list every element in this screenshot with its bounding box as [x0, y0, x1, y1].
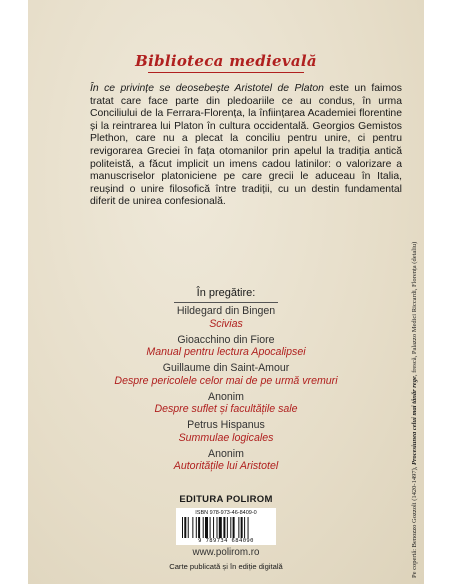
- prep-author: Petrus Hispanus: [187, 419, 265, 431]
- barcode-bar: [244, 517, 245, 538]
- prep-title: Autoritățile lui Aristotel: [173, 460, 279, 472]
- barcode-bar: [210, 517, 211, 538]
- prep-title: Despre suflet și facultățile sale: [154, 403, 298, 415]
- barcode-bar: [182, 517, 183, 538]
- prep-title: Scivias: [209, 317, 243, 330]
- barcode-bar: [203, 517, 204, 538]
- prep-author: Guillaume din Saint-Amour: [162, 362, 290, 374]
- barcode-bar: [233, 517, 235, 538]
- book-description: [90, 83, 402, 209]
- cover-image-credit: [411, 138, 419, 578]
- list-item: [28, 362, 424, 387]
- barcode: [176, 508, 276, 545]
- barcode-bar: [205, 517, 208, 538]
- description-text: este un faimos tratat care face parte din pledoariile ce au condus, în urma Conciliului de la Ferrara-Florența, la înființarea Academiei florentine și la reintrarea lui Platon în cultura occidentală. Georgios Gemistos Plethon, care nu a plecat la conciliu pentru unire, ci pentru revigorarea Greciei în fața otomanilor prin apelul la tradiția antică politeistă, a făcut implicit un imens cadou latinilor: o valorizare a manuscriselor platoniciene pe care grecii le aduceau în Italia, reușind o unire filosofică între tradiții, cu un destin fundamental diferit de unirea confesională.: [90, 83, 402, 208]
- list-item: [28, 448, 424, 473]
- prep-author: Anonim: [208, 447, 244, 460]
- isbn-label: ISBN 978-973-46-8409-0: [195, 510, 257, 516]
- list-item: [28, 305, 424, 330]
- barcode-bar: [192, 517, 193, 538]
- barcode-bar: [248, 517, 249, 538]
- barcode-bar: [219, 517, 222, 538]
- digital-edition-note: Carte publicată și în ediție digitală: [169, 562, 283, 571]
- barcode-bar: [230, 517, 231, 538]
- prep-author: Anonim: [208, 390, 244, 403]
- prep-author: Hildegard din Bingen: [176, 305, 276, 317]
- in-preparation-list: [28, 305, 424, 476]
- barcode-bar: [238, 517, 239, 538]
- in-preparation-rule: [174, 302, 278, 303]
- prep-title: Summulae logicales: [178, 431, 274, 444]
- barcode-bar: [196, 517, 197, 538]
- prep-title: Manual pentru lectura Apocalipsei: [146, 346, 306, 358]
- credit-artwork: Procesiunea celui mai tânăr rege: [411, 376, 418, 465]
- series-title-rule: [148, 72, 304, 73]
- book-title: În ce privințe se deosebește Aristotel de Platon: [90, 83, 324, 94]
- barcode-digits: 9 789734 684090: [198, 538, 254, 544]
- barcode-bar: [184, 517, 186, 538]
- list-item: [28, 334, 424, 359]
- credit-prefix: Pe copertă: Benozzo Gozzoli (1420-1497),: [411, 465, 418, 578]
- series-title: Biblioteca medievală: [135, 52, 317, 70]
- list-item: [28, 391, 424, 416]
- barcode-bar: [188, 517, 189, 538]
- prep-author: Gioacchino din Fiore: [177, 333, 275, 346]
- publisher-website[interactable]: www.polirom.ro: [192, 547, 260, 558]
- back-cover: [28, 0, 424, 584]
- publisher-name: EDITURA POLIROM: [179, 494, 273, 505]
- barcode-bar: [223, 517, 225, 538]
- barcode-bar: [227, 517, 228, 538]
- list-item: [28, 419, 424, 444]
- in-preparation-heading: În pregătire:: [196, 287, 256, 299]
- barcode-bar: [217, 517, 218, 538]
- barcode-bar: [213, 517, 214, 538]
- prep-title: Despre pericolele celor mai de pe urmă vremuri: [114, 374, 338, 387]
- barcode-bar: [241, 517, 243, 538]
- credit-suffix: , frescă, Palazzo Medici Riccardi, Florența (detaliu): [411, 241, 418, 377]
- barcode-bar: [198, 517, 200, 538]
- barcode-bars: [182, 517, 270, 538]
